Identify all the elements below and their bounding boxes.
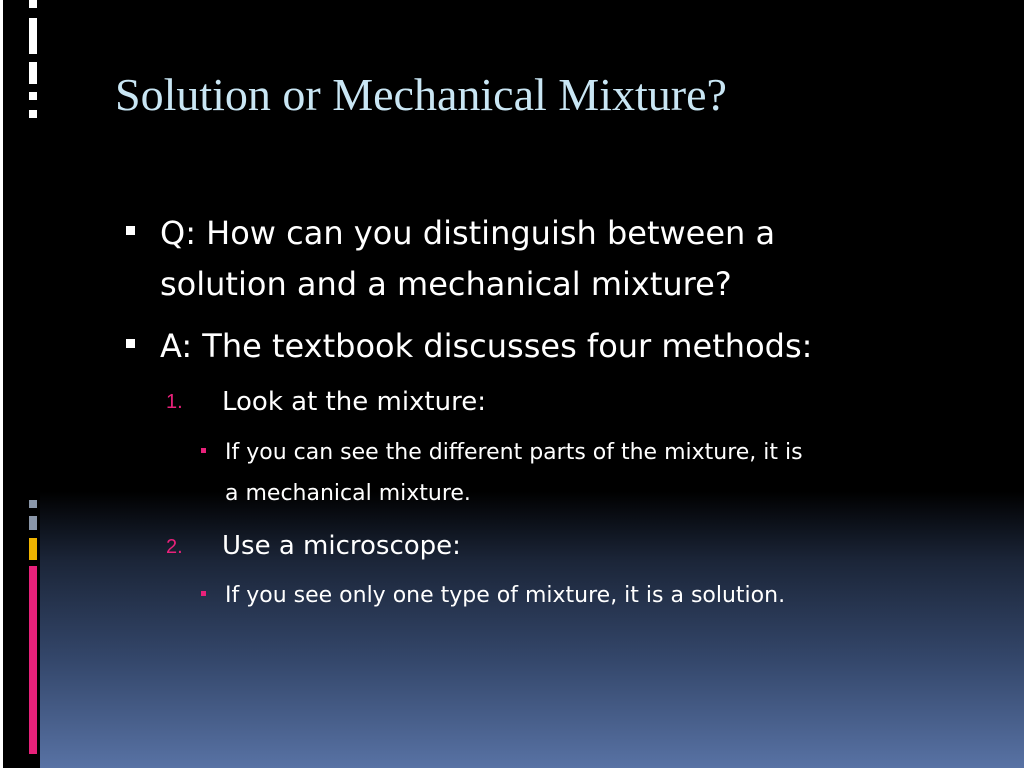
method-number: 1.: [166, 391, 183, 413]
slide-title: Solution or Mechanical Mixture?: [115, 69, 727, 120]
left-edge-line: [0, 0, 3, 768]
method-1-detail-line1: If you can see the different parts of the mixture, it is: [225, 440, 803, 465]
strip-mark: [29, 62, 37, 84]
strip-mark: [29, 110, 37, 118]
bullet-question-line1: Q: How can you distinguish between a: [160, 214, 776, 252]
method-look-at-mixture: Look at the mixture:: [222, 387, 486, 417]
strip-mark-gray: [29, 516, 37, 530]
method-use-microscope: Use a microscope:: [222, 531, 461, 561]
sub-bullet-icon: [201, 448, 206, 453]
method-1-detail-line2: a mechanical mixture.: [225, 481, 471, 506]
strip-mark: [29, 0, 37, 8]
bullet-square-icon: [126, 226, 135, 235]
bullet-answer: A: The textbook discusses four methods:: [160, 327, 813, 365]
strip-mark: [29, 18, 37, 54]
strip-mark-gray: [29, 500, 37, 508]
strip-mark-pink: [29, 566, 37, 754]
decorative-left-strip: [0, 0, 40, 768]
bullet-question-line2: solution and a mechanical mixture?: [160, 265, 732, 303]
strip-mark: [29, 92, 37, 100]
sub-bullet-icon: [201, 591, 206, 596]
method-number: 2.: [166, 536, 183, 558]
method-2-detail-line1: If you see only one type of mixture, it is a solution.: [225, 583, 786, 608]
strip-mark-yellow: [29, 538, 37, 560]
bullet-square-icon: [126, 339, 135, 348]
